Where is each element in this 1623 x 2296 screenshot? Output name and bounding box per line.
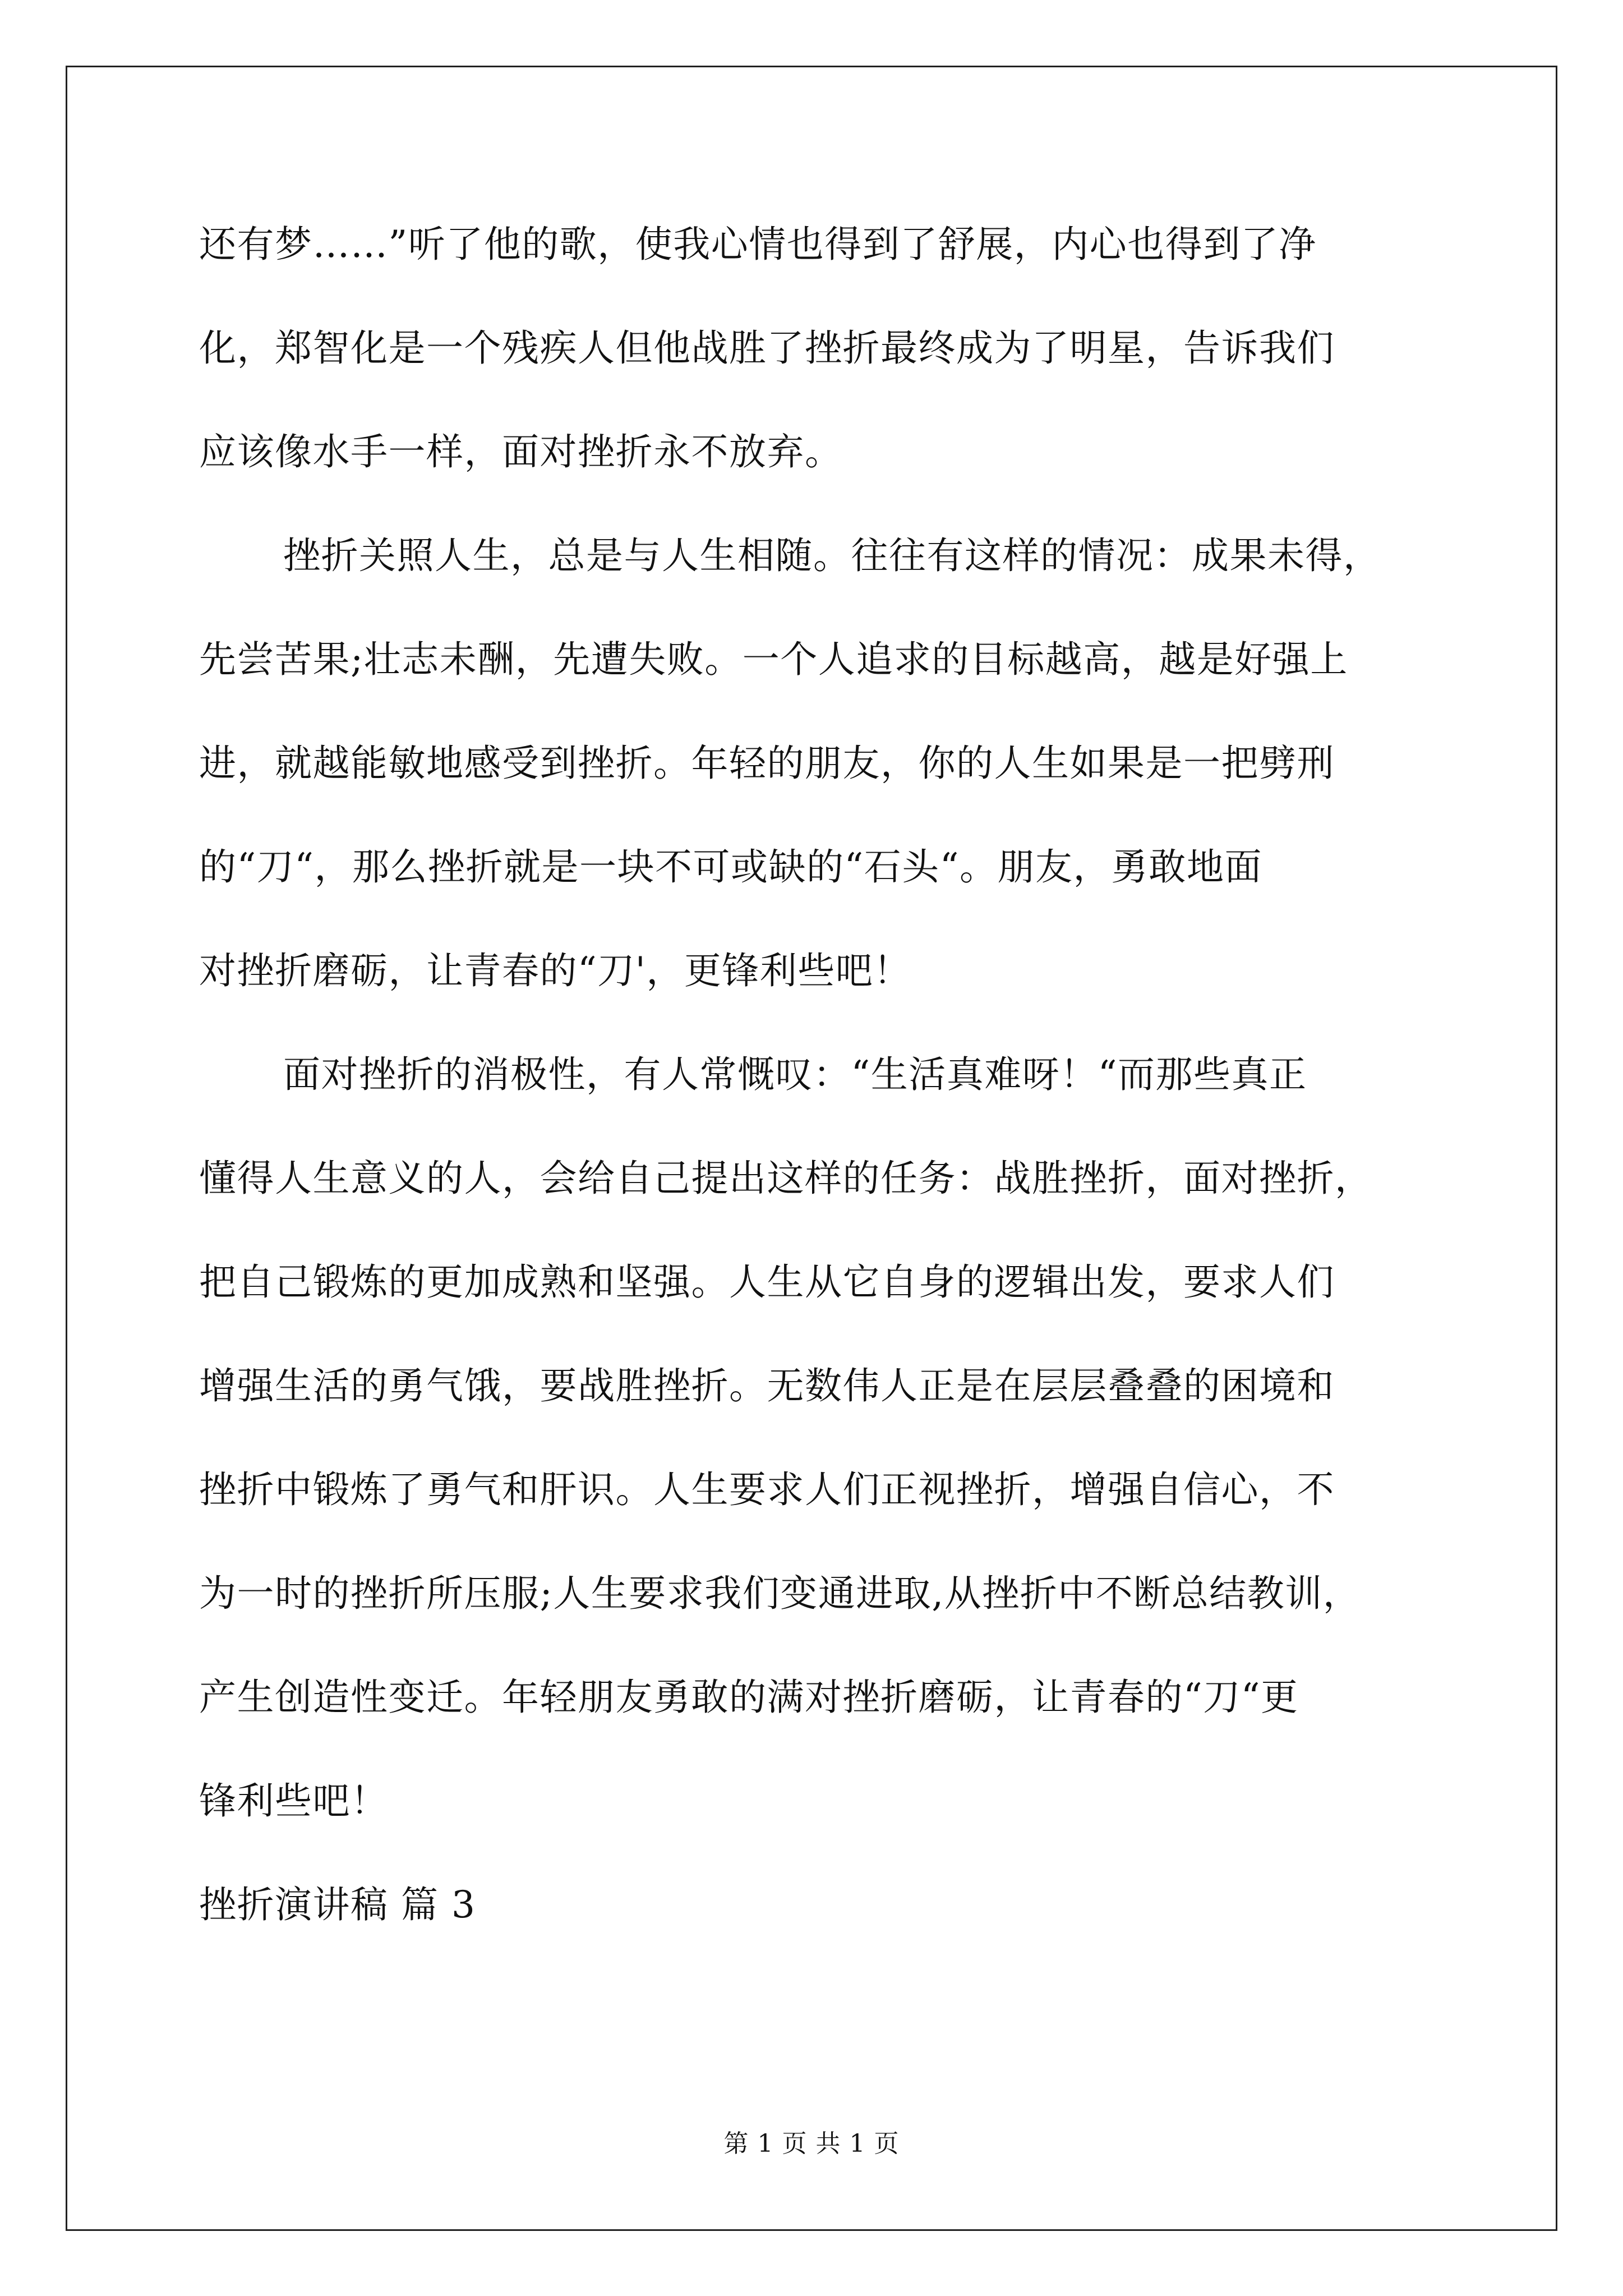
paragraph-line: 把自己锻炼的更加成熟和坚强。人生从它自身的逻辑出发，要求人们 — [199, 1260, 1335, 1304]
paragraph-line: 应该像水手一样，面对挫折永不放弃。 — [199, 430, 843, 473]
paragraph-line: 挫折中锻炼了勇气和肝识。人生要求人们正视挫折，增强自信心，不 — [199, 1468, 1335, 1511]
paragraph-line: 挫折关照人生，总是与人生相随。往往有这样的情况：成果未得， — [283, 534, 1381, 577]
paragraph-line: 进，就越能敏地感受到挫折。年轻的朋友，你的人生如果是一把劈刑 — [199, 742, 1335, 785]
paragraph-line: 为一时的挫折所压服;人生要求我们变通进取,从挫折中不断总结教训， — [199, 1572, 1361, 1615]
paragraph-line: 的“刀“，那么挫折就是一块不可或缺的“石头“。朋友，勇敢地面 — [199, 845, 1262, 889]
paragraph-line: 产生创造性变迁。年轻朋友勇敢的满对挫折磨砺，让青春的“刀“更 — [199, 1676, 1299, 1719]
paragraph-line: 面对挫折的消极性，有人常慨叹：“生活真难呀！“而那些真正 — [283, 1053, 1307, 1096]
paragraph-line: 增强生活的勇气饿，要战胜挫折。无数伟人正是在层层叠叠的困境和 — [199, 1364, 1335, 1407]
paragraph-line: 化，郑智化是一个残疾人但他战胜了挫折最终成为了明星，告诉我们 — [199, 326, 1335, 370]
page-number-footer: 第 1 页 共 1 页 — [723, 2129, 900, 2158]
section-heading: 挫折演讲稿 篇 3 — [199, 1883, 476, 1926]
paragraph-line: 锋利些吧！ — [199, 1779, 389, 1823]
paragraph-line: 对挫折磨砺，让青春的“刀'，更锋利些吧！ — [199, 949, 911, 992]
paragraph-line: 懂得人生意义的人，会给自己提出这样的任务：战胜挫折，面对挫折， — [199, 1157, 1373, 1200]
paragraph-line: 还有梦……”听了他的歌，使我心情也得到了舒展，内心也得到了净 — [199, 223, 1317, 266]
paragraph-line: 先尝苦果;壮志未酬，先遭失败。一个人追求的目标越高，越是好强上 — [199, 638, 1348, 681]
